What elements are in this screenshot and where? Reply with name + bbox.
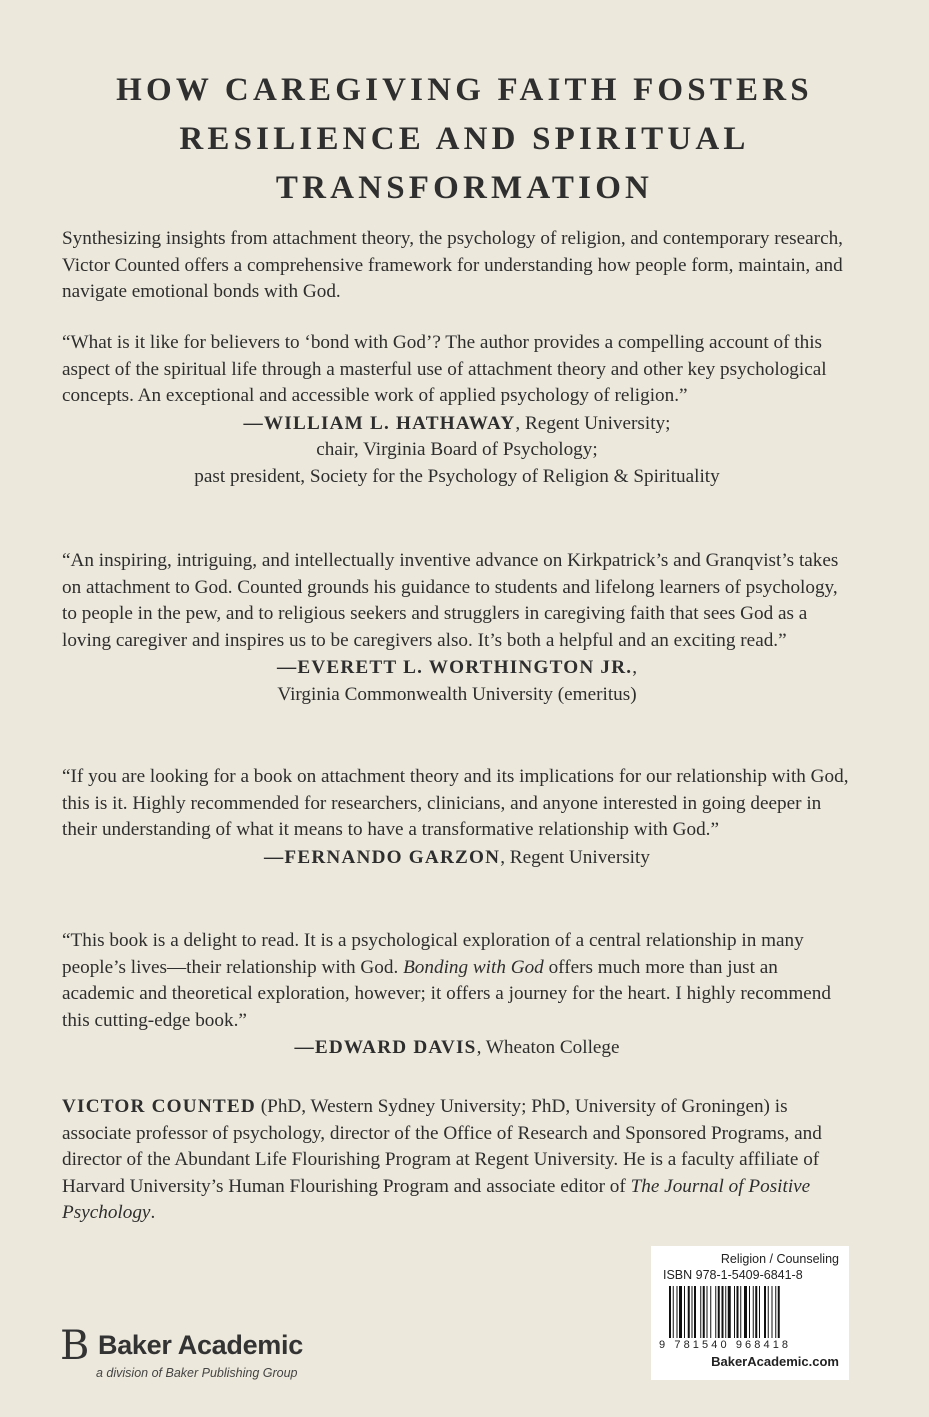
headline-line: RESILIENCE AND SPIRITUAL [179, 121, 750, 157]
headline-line: HOW CAREGIVING FAITH FOSTERS [116, 72, 813, 108]
barcode-stripe [764, 1286, 766, 1338]
barcode-stripe [673, 1286, 674, 1338]
barcode-stripe [728, 1286, 731, 1338]
intro-paragraph [62, 226, 852, 306]
intro-text: Synthesizing insights from attachment theory, the psychology of religion, and contemporary research, Victor Counted offers a comprehensive framework for understanding how people form, maintain, and navigate emotional bonds with God. [62, 228, 843, 302]
endorsement [62, 330, 852, 490]
barcode-stripe [740, 1286, 741, 1338]
category-label: Religion / Counseling [720, 1252, 839, 1266]
publisher-subtitle: a division of Baker Publishing Group [96, 1366, 298, 1380]
barcode-stripe [744, 1286, 747, 1338]
endorsement-quote: “What is it like for believers to ‘bond with God’? The author provides a compelling account of this aspect of the spiritual life through a masterful use of attachment theory and other key psychological concepts. An exceptional and accessible work of applied psychology of religion.” [62, 332, 827, 406]
barcode-stripe [692, 1286, 693, 1338]
barcode-stripe [755, 1286, 757, 1338]
book-title: Bonding with God [403, 956, 544, 978]
barcode-stripe [753, 1286, 754, 1338]
barcode-stripe [768, 1286, 769, 1338]
barcode-stripe [715, 1286, 716, 1338]
quote-text: “This book is a delight to read. It is a psychological exploration of a central relationship in many people’s lives—their relationship with God. [62, 930, 804, 978]
barcode-stripe [737, 1286, 739, 1338]
barcode-stripe [725, 1286, 726, 1338]
barcode-stripe [749, 1286, 750, 1338]
barcode-stripe [775, 1286, 776, 1338]
barcode-stripe [684, 1286, 685, 1338]
endorsement-attribution [62, 845, 852, 872]
barcode-stripe [700, 1286, 701, 1338]
barcode-stripe [707, 1286, 708, 1338]
endorser-affiliation: Virginia Commonwealth University (emeritus) [277, 683, 637, 705]
isbn-label: ISBN 978-1-5409-6841-8 [663, 1268, 803, 1282]
barcode-stripe [778, 1286, 780, 1338]
headline-line: TRANSFORMATION [275, 170, 654, 206]
barcode-stripe [688, 1286, 690, 1338]
endorsement [62, 548, 852, 708]
endorser-affiliation: chair, Virginia Board of Psychology; [316, 439, 598, 460]
barcode-stripe [669, 1286, 671, 1338]
barcode-digits: 9 781540 968418 [659, 1339, 792, 1351]
publisher-name: Baker Academic [98, 1330, 303, 1360]
endorser-affiliation: , Regent University [500, 846, 650, 868]
barcode-stripe [718, 1286, 720, 1338]
barcode-stripe [677, 1286, 678, 1338]
publisher-url: BakerAcademic.com [711, 1354, 839, 1369]
endorsement-attribution [62, 655, 852, 708]
author-name: VICTOR COUNTED [62, 1096, 256, 1117]
bio-text [62, 1094, 852, 1227]
barcode-stripe [679, 1286, 682, 1338]
endorser-affiliation: , [632, 657, 638, 678]
endorser-name: —EVERETT L. WORTHINGTON JR. [276, 657, 633, 678]
quote-text: offers much more than just an academic and theoretical exploration, however; it offers a journey for the heart. I highly recommend this cutting-edge book.” [62, 956, 831, 1031]
headline [40, 66, 889, 213]
barcode-icon [669, 1286, 839, 1338]
endorser-name: —EDWARD DAVIS [294, 1037, 477, 1058]
author-bio [62, 1094, 852, 1227]
endorser-affiliation: , Regent University; [515, 412, 671, 434]
barcode-stripe [710, 1286, 711, 1338]
endorser-affiliation: past president, Society for the Psychology of Religion & Spirituality [194, 465, 720, 487]
bio-body: (PhD, Western Sydney University; PhD, University of Groningen) is associate professor of psychology, director of the Office of Research and Sponsored Programs, and director of the Abundant Life Flourishing Program at Regent University. He is a faculty affiliate of Harvard University’s Human Flourishing Program and associate editor of [62, 1096, 822, 1197]
endorser-affiliation: , Wheaton College [476, 1037, 620, 1058]
barcode-stripe [734, 1286, 735, 1338]
barcode-stripe [722, 1286, 724, 1338]
endorsement [62, 764, 852, 871]
journal-title: The Journal of Positive Psychology [62, 1175, 811, 1223]
bio-end: . [150, 1202, 156, 1223]
publisher-logo [60, 1323, 360, 1386]
barcode-stripe [703, 1286, 705, 1338]
baker-logo-icon: B [60, 1323, 90, 1369]
endorser-name: —WILLIAM L. HATHAWAY [243, 412, 516, 434]
endorsement-quote: “If you are looking for a book on attachment theory and its implications for our relationship with God, this is it. Highly recommended for researchers, clinicians, and anyone interested in going deeper in their understanding of what it means to have a transformative relationship with God.” [62, 766, 849, 840]
barcode-stripe [694, 1286, 696, 1338]
endorsement-quote: “An inspiring, intriguing, and intellectually inventive advance on Kirkpatrick’s and Granqvist’s takes on attachment to God. Counted grounds his guidance to students and lifelong learners of psychology, to people in the pew, and to religious seekers and strugglers in caregiving faith that sees God as a loving caregiver and inspires us to be caregivers also. It’s both a helpful and an exciting read.” [62, 550, 839, 651]
endorsement-attribution [62, 1035, 852, 1062]
endorser-name: —FERNANDO GARZON [264, 846, 501, 868]
endorsement-attribution [62, 411, 852, 491]
barcode-stripe [772, 1286, 773, 1338]
barcode-box [651, 1246, 849, 1380]
barcode-stripe [759, 1286, 760, 1338]
endorsement [62, 928, 852, 1062]
endorsement-quote [62, 928, 852, 1034]
